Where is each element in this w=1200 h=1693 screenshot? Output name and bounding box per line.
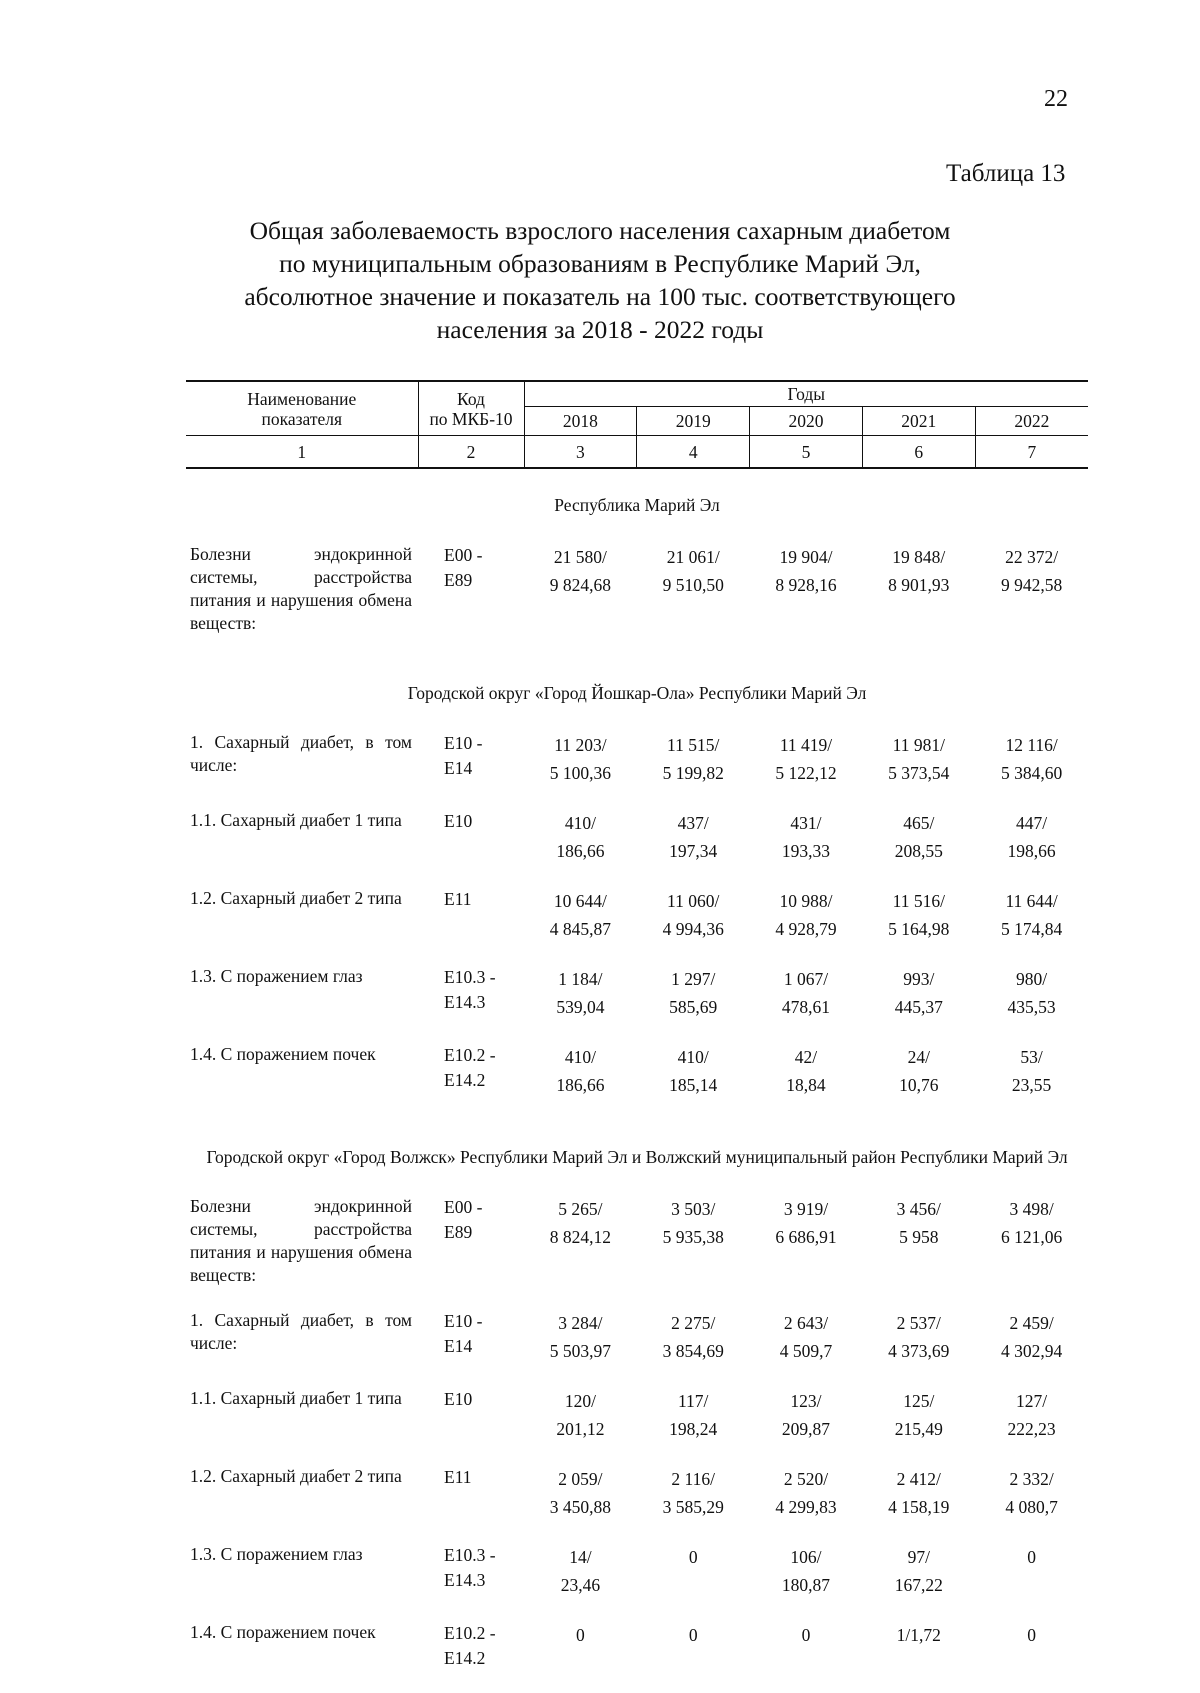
value-cell — [862, 731, 975, 809]
header-years: Годы — [524, 381, 1088, 407]
value-cell — [750, 543, 863, 657]
icd-code-line: E89 — [444, 1222, 473, 1242]
rate-value: 9 510,50 — [662, 575, 724, 595]
rate-value: 5 100,36 — [549, 763, 612, 783]
rate-value: 5 935,38 — [662, 1227, 724, 1247]
column-number: 6 — [862, 436, 975, 469]
value-cell — [750, 809, 863, 887]
icd-code-line: E11 — [444, 1467, 472, 1487]
title-line: населения за 2018 - 2022 годы — [436, 315, 764, 344]
rate-value: 539,04 — [556, 997, 605, 1017]
rate-value: 4 373,69 — [888, 1341, 950, 1361]
icd-code — [418, 543, 524, 657]
absolute-value: 19 904/ — [779, 547, 833, 567]
value-cell — [750, 1543, 863, 1621]
table-row — [186, 809, 1088, 887]
indicator-name: 1. Сахарный диабет, в том числе: — [190, 732, 412, 775]
table-body — [186, 468, 1088, 1693]
section-row — [186, 1121, 1088, 1195]
absolute-value: 120/ — [564, 1391, 596, 1411]
absolute-value: 127/ — [1016, 1391, 1048, 1411]
value-cell — [637, 1195, 750, 1309]
absolute-value: 11 644/ — [1005, 891, 1058, 911]
value-cell — [524, 1309, 637, 1387]
rate-value: 478,61 — [781, 997, 831, 1017]
indicator-name: 1.2. Сахарный диабет 2 типа — [190, 888, 402, 908]
icd-code — [418, 1195, 524, 1309]
absolute-value: 42/ — [794, 1047, 818, 1067]
rate-value: 5 384,60 — [1000, 763, 1063, 783]
table-row — [186, 1387, 1088, 1465]
absolute-value: 11 203/ — [554, 735, 607, 755]
absolute-value: 11 981/ — [892, 735, 945, 755]
value-cell — [862, 1465, 975, 1543]
rate-value: 198,66 — [1007, 841, 1056, 861]
header-icd-code — [418, 381, 524, 436]
absolute-value: 106/ — [790, 1547, 822, 1567]
value-cell — [750, 1043, 863, 1121]
absolute-value: 24/ — [907, 1047, 930, 1067]
rate-value: 5 174,84 — [1000, 919, 1063, 939]
rate-value: 5 199,82 — [662, 763, 724, 783]
table-row — [186, 731, 1088, 809]
icd-code-line: E14.3 — [444, 1570, 486, 1590]
absolute-value: 2 332/ — [1009, 1469, 1054, 1489]
value-cell — [637, 1043, 750, 1121]
rate-value: 198,24 — [669, 1419, 718, 1439]
rate-value: 5 164,98 — [888, 919, 950, 939]
indicator-name: 1.1. Сахарный диабет 1 типа — [190, 810, 402, 830]
absolute-value: 1 297/ — [671, 969, 716, 989]
rate-value: 585,69 — [669, 997, 718, 1017]
value-cell — [975, 1043, 1088, 1121]
value-cell — [862, 1043, 975, 1121]
header-indicator-name — [186, 381, 418, 436]
value-cell — [637, 1543, 750, 1621]
table-row — [186, 965, 1088, 1043]
icd-code — [418, 1309, 524, 1387]
header-text: Код — [457, 388, 485, 409]
rate-value: 4 928,79 — [775, 919, 837, 939]
absolute-value: 2 459/ — [1009, 1313, 1054, 1333]
rate-value: 3 854,69 — [662, 1341, 724, 1361]
absolute-value: 3 456/ — [896, 1199, 941, 1219]
value-cell — [975, 1309, 1088, 1387]
value-cell — [524, 965, 637, 1043]
absolute-value: 117/ — [677, 1391, 709, 1411]
rate-value: 8 824,12 — [549, 1227, 612, 1247]
icd-code-line: E10 — [444, 1389, 473, 1409]
rate-value: 3 450,88 — [549, 1497, 612, 1517]
value-cell — [524, 1195, 637, 1309]
section-row — [186, 657, 1088, 731]
value-cell — [637, 1465, 750, 1543]
value-cell — [862, 1543, 975, 1621]
absolute-value: 2 520/ — [783, 1469, 829, 1489]
value-cell — [637, 543, 750, 657]
indicator-name: Болезни эндокринной системы, расстройства питания и нарушения обмена веществ: — [190, 544, 412, 633]
table-row — [186, 1543, 1088, 1621]
absolute-value: 14/ — [569, 1547, 592, 1567]
icd-code-line: E00 - — [444, 545, 483, 565]
value-cell — [862, 1195, 975, 1309]
table-row — [186, 1621, 1088, 1693]
rate-value: 4 845,87 — [549, 919, 612, 939]
icd-code — [418, 1043, 524, 1121]
value-cell — [862, 1387, 975, 1465]
indicator-name: 1.2. Сахарный диабет 2 типа — [190, 1466, 402, 1486]
value-cell — [975, 1621, 1088, 1693]
absolute-value: 410/ — [677, 1047, 709, 1067]
icd-code — [418, 965, 524, 1043]
absolute-value: 1 067/ — [783, 969, 829, 989]
header-text: по МКБ-10 — [429, 408, 513, 429]
rate-value: 209,87 — [781, 1419, 831, 1439]
absolute-value: 3 503/ — [671, 1199, 716, 1219]
rate-value: 180,87 — [781, 1575, 831, 1595]
absolute-value: 3 284/ — [558, 1313, 603, 1333]
absolute-value: 3 498/ — [1009, 1199, 1054, 1219]
value-cell — [524, 1387, 637, 1465]
icd-code-line: E00 - — [444, 1197, 483, 1217]
absolute-value: 0 — [688, 1625, 698, 1645]
icd-code-line: E14.2 — [444, 1070, 486, 1090]
header-year: 2022 — [975, 407, 1088, 436]
value-cell — [975, 965, 1088, 1043]
absolute-value: 980/ — [1016, 969, 1048, 989]
value-cell — [524, 543, 637, 657]
value-cell — [524, 809, 637, 887]
icd-code — [418, 809, 524, 887]
indicator-name: 1.3. С поражением глаз — [190, 1544, 363, 1564]
value-cell — [975, 1465, 1088, 1543]
rate-value: 6 686,91 — [775, 1227, 837, 1247]
value-cell — [862, 1309, 975, 1387]
value-cell — [862, 543, 975, 657]
icd-code — [418, 731, 524, 809]
rate-value: 18,84 — [786, 1075, 826, 1095]
value-cell — [750, 1387, 863, 1465]
indicator-name: 1. Сахарный диабет, в том числе: — [190, 1310, 412, 1353]
icd-code-line: E10.2 - — [444, 1045, 496, 1065]
rate-value: 445,37 — [894, 997, 943, 1017]
absolute-value: 11 419/ — [779, 735, 833, 755]
value-cell — [975, 887, 1088, 965]
table-row — [186, 1309, 1088, 1387]
rate-value: 185,14 — [669, 1075, 718, 1095]
title-line: Общая заболеваемость взрослого населения сахарным диабетом — [249, 216, 951, 245]
rate-value: 5 958 — [899, 1227, 939, 1247]
absolute-value: 11 515/ — [667, 735, 720, 755]
title-line: по муниципальным образованиям в Республике Марий Эл, — [279, 249, 921, 278]
rate-value: 4 302,94 — [1000, 1341, 1063, 1361]
section-title: Городской округ «Город Волжск» Республики Марий Эл и Волжский муниципальный район Республики Марий Эл — [206, 1147, 1068, 1167]
icd-code-line: E10.3 - — [444, 967, 496, 987]
indicator-name: Болезни эндокринной системы, расстройства питания и нарушения обмена веществ: — [190, 1196, 412, 1285]
absolute-value: 2 059/ — [558, 1469, 603, 1489]
document-title — [180, 214, 1020, 346]
rate-value: 9 942,58 — [1000, 575, 1063, 595]
value-cell — [637, 887, 750, 965]
column-number: 7 — [975, 436, 1088, 469]
value-cell — [750, 1195, 863, 1309]
absolute-value: 0 — [1027, 1547, 1036, 1567]
value-cell — [975, 543, 1088, 657]
absolute-value: 11 516/ — [892, 891, 945, 911]
absolute-value: 12 116/ — [1005, 735, 1058, 755]
value-cell — [524, 887, 637, 965]
value-cell — [637, 1621, 750, 1693]
table-header — [186, 381, 1088, 468]
value-cell — [524, 1043, 637, 1121]
value-cell — [637, 965, 750, 1043]
table-row — [186, 887, 1088, 965]
rate-value: 5 503,97 — [549, 1341, 612, 1361]
icd-code — [418, 1621, 524, 1693]
absolute-value: 11 060/ — [667, 891, 720, 911]
icd-code-line: E10.3 - — [444, 1545, 496, 1565]
absolute-value: 2 537/ — [896, 1313, 941, 1333]
icd-code — [418, 1465, 524, 1543]
table-row — [186, 1195, 1088, 1309]
value-cell — [524, 1621, 637, 1693]
rate-value: 8 901,93 — [888, 575, 950, 595]
absolute-value: 21 061/ — [666, 547, 720, 567]
absolute-value: 410/ — [564, 1047, 596, 1067]
indicator-name: 1.4. С поражением почек — [190, 1622, 376, 1642]
column-number: 5 — [750, 436, 863, 469]
rate-value: 10,76 — [899, 1075, 939, 1095]
indicator-name: 1.4. С поражением почек — [190, 1044, 376, 1064]
rate-value: 193,33 — [781, 841, 831, 861]
rate-value: 8 928,16 — [775, 575, 837, 595]
icd-code-line: E14 — [444, 1336, 473, 1356]
value-cell — [524, 731, 637, 809]
absolute-value: 2 643/ — [783, 1313, 829, 1333]
absolute-value: 22 372/ — [1005, 547, 1059, 567]
rate-value: 9 824,68 — [549, 575, 612, 595]
rate-value: 208,55 — [894, 841, 943, 861]
absolute-value: 2 116/ — [671, 1469, 715, 1489]
icd-code-line: E10 - — [444, 1311, 483, 1331]
header-year: 2019 — [637, 407, 750, 436]
rate-value: 186,66 — [556, 841, 605, 861]
table-row — [186, 1465, 1088, 1543]
rate-value: 4 994,36 — [662, 919, 724, 939]
absolute-value: 993/ — [903, 969, 935, 989]
rate-value: 23,55 — [1011, 1075, 1052, 1095]
rate-value: 6 121,06 — [1000, 1227, 1063, 1247]
title-line: абсолютное значение и показатель на 100 тыс. соответствующего — [244, 282, 956, 311]
absolute-value: 123/ — [790, 1391, 822, 1411]
absolute-value: 0 — [688, 1547, 698, 1567]
header-year: 2020 — [750, 407, 863, 436]
icd-code-line: E10 — [444, 811, 473, 831]
indicator-name: 1.1. Сахарный диабет 1 типа — [190, 1388, 402, 1408]
absolute-value: 10 988/ — [779, 891, 833, 911]
rate-value: 3 585,29 — [662, 1497, 724, 1517]
table-row — [186, 543, 1088, 657]
absolute-value: 465/ — [903, 813, 935, 833]
icd-code-line: E10.2 - — [444, 1623, 496, 1643]
value-cell — [975, 1387, 1088, 1465]
rate-value: 222,23 — [1007, 1419, 1056, 1439]
header-year: 2021 — [862, 407, 975, 436]
value-cell — [750, 731, 863, 809]
absolute-value: 1 184/ — [558, 969, 603, 989]
absolute-value: 5 265/ — [558, 1199, 603, 1219]
value-cell — [975, 731, 1088, 809]
value-cell — [750, 965, 863, 1043]
value-cell — [862, 965, 975, 1043]
icd-code — [418, 887, 524, 965]
section-title: Городской округ «Город Йошкар-Ола» Республики Марий Эл — [407, 683, 867, 703]
rate-value: 23,46 — [560, 1575, 601, 1595]
value-cell — [524, 1465, 637, 1543]
icd-code-line: E14.3 — [444, 992, 486, 1012]
icd-code-line: E11 — [444, 889, 472, 909]
section-title: Республика Марий Эл — [554, 495, 720, 515]
header-text: Наименование — [247, 388, 357, 409]
section-row — [186, 468, 1088, 543]
value-cell — [862, 887, 975, 965]
icd-code — [418, 1543, 524, 1621]
absolute-value: 19 848/ — [892, 547, 946, 567]
value-cell — [862, 1621, 975, 1693]
value-cell — [750, 1309, 863, 1387]
absolute-value: 2 275/ — [671, 1313, 716, 1333]
icd-code — [418, 1387, 524, 1465]
morbidity-table — [186, 380, 1088, 1693]
rate-value: 186,66 — [556, 1075, 605, 1095]
icd-code-line: E89 — [444, 570, 473, 590]
rate-value: 435,53 — [1007, 997, 1056, 1017]
absolute-value: 53/ — [1020, 1047, 1043, 1067]
absolute-value: 97/ — [907, 1547, 930, 1567]
rate-value: 197,34 — [669, 841, 718, 861]
value-cell — [750, 1465, 863, 1543]
icd-code-line: E14 — [444, 758, 473, 778]
value-cell — [975, 1195, 1088, 1309]
absolute-value: 0 — [576, 1625, 585, 1645]
value-cell — [637, 1387, 750, 1465]
absolute-value: 10 644/ — [553, 891, 607, 911]
value-cell — [750, 887, 863, 965]
absolute-value: 125/ — [903, 1391, 935, 1411]
icd-code-line: E14.2 — [444, 1648, 486, 1668]
rate-value: 167,22 — [894, 1575, 943, 1595]
page-number: 22 — [1044, 86, 1068, 112]
header-year: 2018 — [524, 407, 637, 436]
rate-value: 4 509,7 — [779, 1341, 833, 1361]
rate-value: 215,49 — [894, 1419, 943, 1439]
icd-code-line: E10 - — [444, 733, 483, 753]
value-cell — [750, 1621, 863, 1693]
rate-value: 5 122,12 — [775, 763, 837, 783]
value-cell — [637, 809, 750, 887]
absolute-value: 437/ — [677, 813, 709, 833]
absolute-value: 3 919/ — [783, 1199, 829, 1219]
value-cell — [975, 1543, 1088, 1621]
header-text: показателя — [261, 408, 343, 429]
column-number: 4 — [637, 436, 750, 469]
table-label: Таблица 13 — [946, 160, 1066, 187]
value-cell — [524, 1543, 637, 1621]
value-cell — [862, 809, 975, 887]
absolute-value: 447/ — [1016, 813, 1048, 833]
column-number: 1 — [186, 436, 418, 469]
rate-value: 4 158,19 — [888, 1497, 950, 1517]
absolute-value: 410/ — [564, 813, 596, 833]
rate-value: 201,12 — [556, 1419, 605, 1439]
absolute-value: 0 — [801, 1625, 811, 1645]
column-number: 2 — [418, 436, 524, 469]
table-row — [186, 1043, 1088, 1121]
rate-value: 5 373,54 — [888, 763, 950, 783]
rate-value: 4 299,83 — [775, 1497, 837, 1517]
indicator-name: 1.3. С поражением глаз — [190, 966, 363, 986]
value-cell — [637, 731, 750, 809]
absolute-value: 0 — [1027, 1625, 1036, 1645]
absolute-value: 2 412/ — [896, 1469, 941, 1489]
column-number: 3 — [524, 436, 637, 469]
absolute-value: 21 580/ — [553, 547, 607, 567]
value-cell — [637, 1309, 750, 1387]
value-cell — [975, 809, 1088, 887]
absolute-value: 431/ — [790, 813, 822, 833]
absolute-value: 1/1,72 — [896, 1625, 941, 1645]
rate-value: 4 080,7 — [1005, 1497, 1058, 1517]
